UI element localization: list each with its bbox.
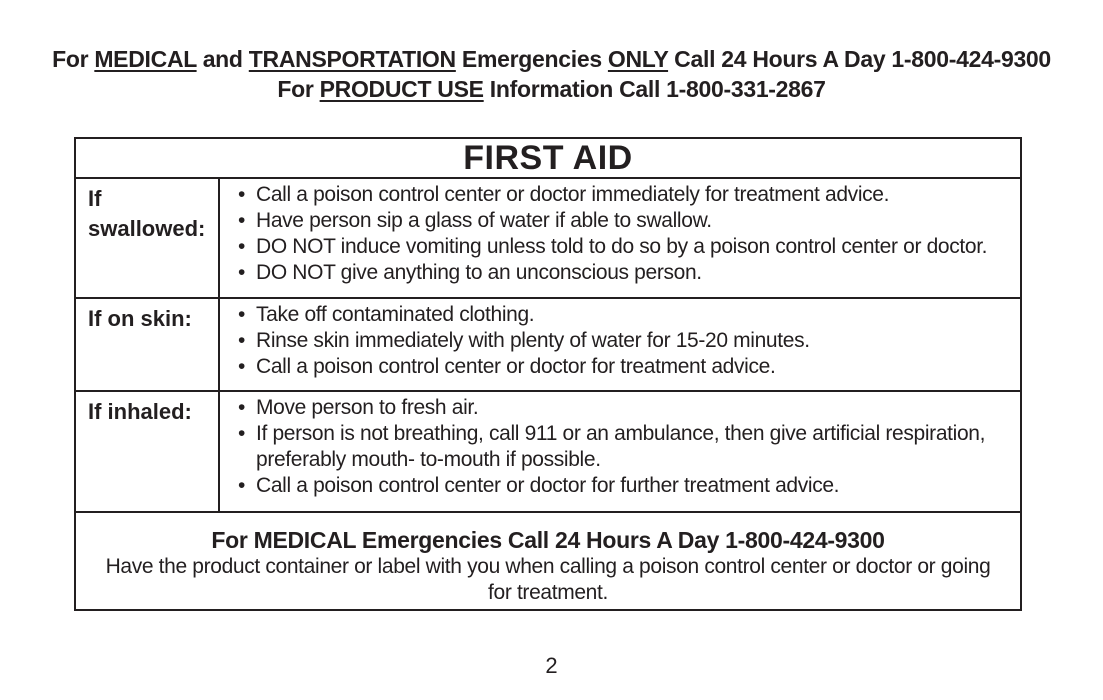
list-item [236, 208, 1010, 234]
first-aid-row-swallowed [76, 179, 1020, 299]
list-item-text: Call a poison control center or doctor immediately for treatment advice. [256, 183, 890, 206]
list-item-text: Call a poison control center or doctor for treatment advice. [256, 355, 776, 378]
list-item-text: DO NOT give anything to an unconscious person. [256, 261, 702, 284]
row-instructions-swallowed [220, 179, 1020, 297]
header-text-underlined: MEDICAL [94, 46, 197, 72]
list-item [236, 473, 1010, 499]
header-text: and [202, 46, 243, 72]
list-item [236, 302, 1010, 328]
bullet-icon: • [238, 209, 246, 232]
row-label-swallowed: If swallowed: [76, 179, 220, 297]
page-number: 2 [545, 653, 558, 678]
footer-instruction: Have the product container or label with you when calling a poison control center or doctor or going for treatment. [105, 555, 991, 604]
bullet-icon: • [238, 303, 246, 326]
bullet-icon: • [238, 183, 246, 206]
list-item [236, 395, 1010, 421]
row-label-skin: If on skin: [76, 299, 220, 390]
list-item [236, 234, 1010, 260]
header-text-underlined: PRODUCT USE [319, 76, 484, 102]
header-text: For [277, 76, 314, 102]
first-aid-row-inhaled [76, 392, 1020, 513]
list-item [236, 182, 1010, 208]
bullet-icon: • [238, 396, 246, 419]
bullet-icon: • [238, 261, 246, 284]
list-item-text: DO NOT induce vomiting unless told to do so by a poison control center or doctor. [256, 235, 988, 258]
list-item-text: If person is not breathing, call 911 or an ambulance, then give artificial respiration, preferably mouth- to-mouth if possible. [256, 422, 986, 471]
header-text: Call 24 Hours A Day 1-800-424-9300 [674, 46, 1051, 72]
medical-emergency-hotline: For MEDICAL Emergencies Call 24 Hours A Day 1-800-424-9300 [211, 527, 885, 553]
header-text: Emergencies [461, 46, 602, 72]
first-aid-row-skin [76, 299, 1020, 392]
header-text-underlined: TRANSPORTATION [248, 46, 456, 72]
row-label-inhaled: If inhaled: [76, 392, 220, 511]
bullet-icon: • [238, 329, 246, 352]
bullet-icon: • [238, 474, 246, 497]
list-item-text: Move person to fresh air. [256, 396, 479, 419]
emergency-contact-header [0, 44, 1103, 104]
list-item [236, 328, 1010, 354]
header-text: For [52, 46, 89, 72]
row-instructions-skin [220, 299, 1020, 390]
list-item [236, 421, 1010, 473]
bullet-icon: • [238, 355, 246, 378]
row-instructions-inhaled [220, 392, 1020, 511]
list-item [236, 354, 1010, 380]
bullet-icon: • [238, 422, 246, 445]
emergency-hotline-line [0, 44, 1103, 74]
list-item [236, 260, 1010, 286]
header-text: Information Call 1-800-331-2867 [489, 76, 826, 102]
first-aid-title: FIRST AID [76, 139, 1020, 179]
first-aid-footer [76, 513, 1020, 609]
list-item-text: Take off contaminated clothing. [256, 303, 535, 326]
list-item-text: Call a poison control center or doctor for further treatment advice. [256, 474, 840, 497]
list-item-text: Rinse skin immediately with plenty of water for 15-20 minutes. [256, 329, 810, 352]
header-text-underlined: ONLY [607, 46, 669, 72]
bullet-icon: • [238, 235, 246, 258]
list-item-text: Have person sip a glass of water if able to swallow. [256, 209, 712, 232]
first-aid-table [74, 137, 1022, 611]
product-info-line [0, 74, 1103, 104]
